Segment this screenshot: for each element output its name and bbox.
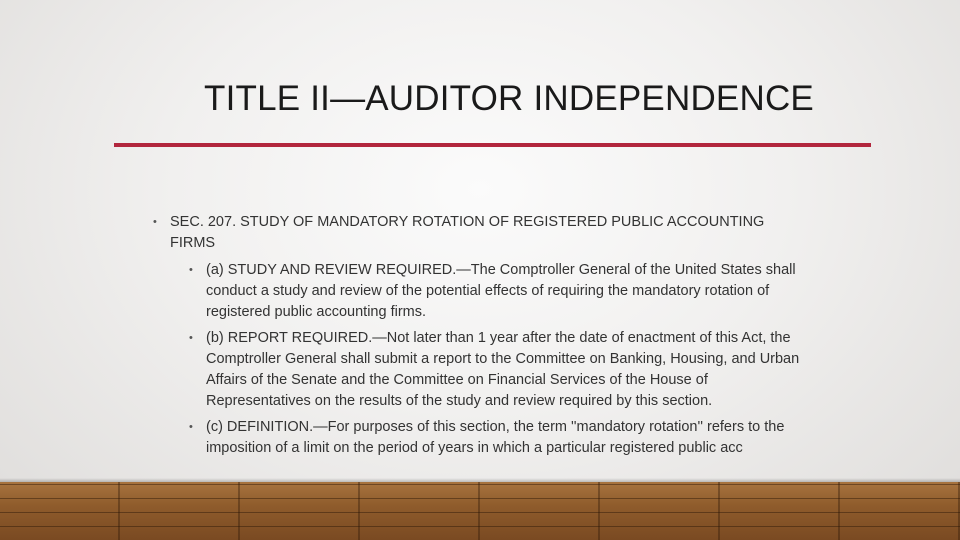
wood-floor-decoration — [0, 482, 960, 540]
bullet-marker: • — [189, 264, 193, 276]
bullet-line: (c) DEFINITION.—For purposes of this section, the term ''mandatory rotation'' refers to the — [206, 419, 785, 435]
bullet-line: (b) REPORT REQUIRED.—Not later than 1 year after the date of enactment of this Act, the — [206, 330, 791, 346]
bullet-line: FIRMS — [170, 235, 216, 251]
bullet-line: Comptroller General shall submit a report to the Committee on Banking, Housing, and Urban — [206, 351, 800, 367]
bullet-line: Affairs of the Senate and the Committee on Financial Services of the House of — [206, 372, 708, 388]
bullet-marker: • — [189, 332, 193, 344]
bullet-line: imposition of a limit on the period of years in which a particular registered public acc — [206, 440, 743, 456]
bullet-marker: • — [189, 421, 193, 433]
sub-bullet-b — [189, 328, 866, 412]
bullet-line: conduct a study and review of the potential effects of requiring the mandatory rotation of — [206, 283, 770, 299]
bullet-sec-207 — [153, 212, 850, 254]
title-underline-rule — [114, 143, 871, 147]
bullet-line: registered public accounting firms. — [206, 304, 427, 320]
bullet-line: (a) STUDY AND REVIEW REQUIRED.—The Comptroller General of the United States shall — [206, 262, 796, 278]
slide-title: TITLE II—AUDITOR INDEPENDENCE — [204, 79, 814, 118]
bullet-marker: • — [153, 216, 157, 228]
bullet-line: SEC. 207. STUDY OF MANDATORY ROTATION OF REGISTERED PUBLIC ACCOUNTING — [170, 214, 765, 230]
bullet-line: Representatives on the results of the study and review required by this section. — [206, 393, 713, 409]
sub-bullet-c — [189, 417, 866, 459]
sub-bullet-a — [189, 260, 866, 323]
